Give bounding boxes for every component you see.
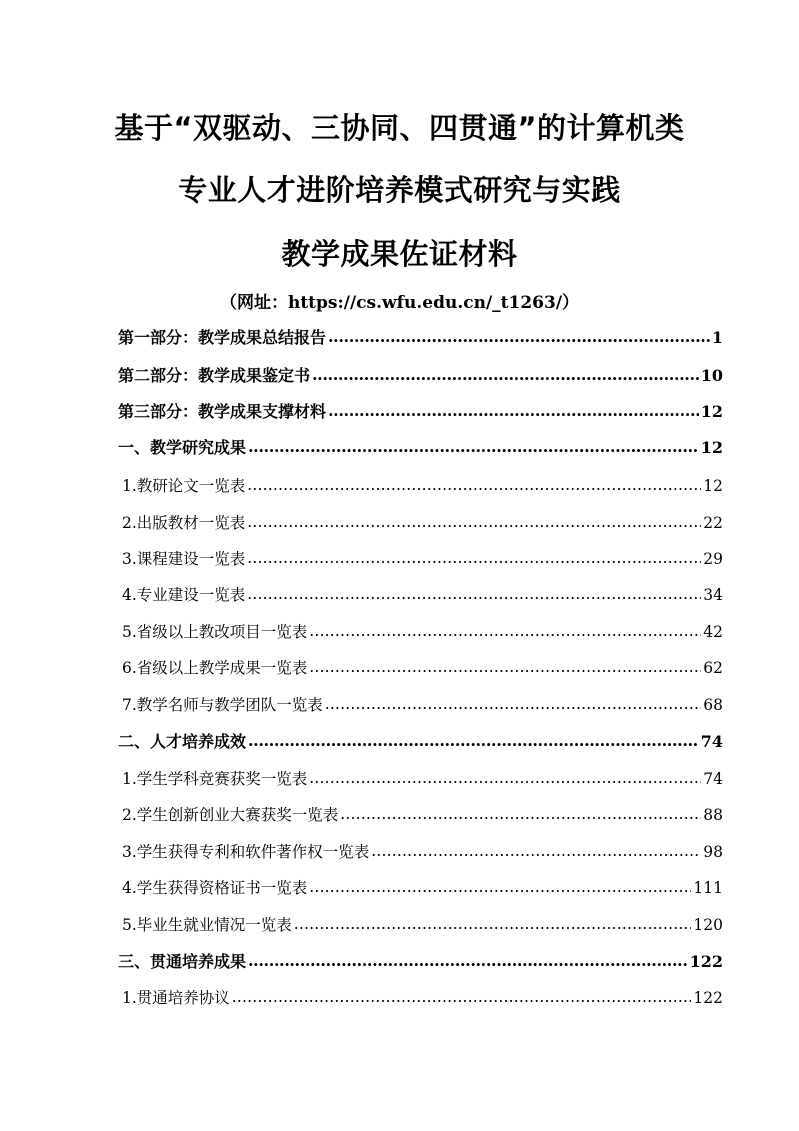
toc-leader-dots <box>247 546 701 570</box>
toc-entry-page: 12 <box>700 402 723 421</box>
toc-leader-dots <box>312 363 699 387</box>
toc-leader-dots <box>328 399 699 423</box>
toc-entry-label: 1.教研论文一览表 <box>122 477 246 495</box>
toc-entry-page: 98 <box>703 843 723 861</box>
toc-entry-label: 第三部分：教学成果支撑材料 <box>118 402 327 421</box>
toc-entry[interactable] <box>122 876 723 900</box>
toc-entry-label: 一、教学研究成果 <box>118 438 247 457</box>
toc-entry-label: 二、人才培养成效 <box>118 732 247 751</box>
toc-entry[interactable] <box>122 767 723 791</box>
toc-entry[interactable] <box>122 803 723 827</box>
toc-entry[interactable] <box>118 364 723 388</box>
toc-entry-page: 74 <box>703 770 723 788</box>
toc-entry-page: 122 <box>693 989 723 1007</box>
toc-entry-page: 111 <box>693 879 723 897</box>
toc-leader-dots <box>232 985 692 1009</box>
toc-entry[interactable] <box>122 620 723 644</box>
toc-entry[interactable] <box>118 730 723 754</box>
toc-entry-page: 12 <box>700 438 723 457</box>
toc-entry[interactable] <box>122 656 723 680</box>
toc-leader-dots <box>328 325 710 349</box>
toc-leader-dots <box>309 875 691 899</box>
toc-entry[interactable] <box>122 547 723 571</box>
toc-leader-dots <box>340 802 701 826</box>
toc-entry-label: 三、贯通培养成果 <box>118 952 247 971</box>
toc-entry-page: 122 <box>689 952 723 971</box>
toc-entry-page: 88 <box>703 806 723 824</box>
toc-leader-dots <box>309 619 701 643</box>
toc-entry-page: 62 <box>703 659 723 677</box>
website-note: （网址：https://cs.wfu.edu.cn/_t1263/） <box>219 293 580 313</box>
toc-entry[interactable] <box>122 693 723 717</box>
toc-entry[interactable] <box>122 511 723 535</box>
toc-leader-dots <box>248 949 688 973</box>
toc-leader-dots <box>309 766 701 790</box>
document-title-line-3: 教学成果佐证材料 <box>281 237 518 271</box>
toc-entry[interactable] <box>122 840 723 864</box>
toc-entry-label: 3.学生获得专利和软件著作权一览表 <box>122 843 370 861</box>
toc-leader-dots <box>248 729 699 753</box>
toc-entry[interactable] <box>122 913 723 937</box>
toc-entry[interactable] <box>122 986 723 1010</box>
toc-leader-dots <box>309 655 701 679</box>
toc-entry[interactable] <box>118 400 723 424</box>
toc-entry-page: 12 <box>703 477 723 495</box>
document-title-line-1: 基于“双驱动、三协同、四贯通”的计算机类 <box>114 111 685 145</box>
toc-entry-label: 7.教学名师与教学团队一览表 <box>122 696 323 714</box>
toc-leader-dots <box>247 473 701 497</box>
toc-entry-label: 第一部分：教学成果总结报告 <box>118 328 327 347</box>
toc-entry-label: 1.贯通培养协议 <box>122 989 230 1007</box>
toc-entry[interactable] <box>118 950 723 974</box>
toc-entry-page: 29 <box>703 550 723 568</box>
toc-entry-label: 4.学生获得资格证书一览表 <box>122 879 308 897</box>
toc-leader-dots <box>294 912 692 936</box>
toc-entry-page: 42 <box>703 623 723 641</box>
toc-entry-page: 74 <box>700 732 723 751</box>
toc-leader-dots <box>325 692 701 716</box>
toc-entry-label: 4.专业建设一览表 <box>122 586 246 604</box>
toc-leader-dots <box>247 582 701 606</box>
toc-entry-label: 2.出版教材一览表 <box>122 514 246 532</box>
toc-leader-dots <box>247 510 701 534</box>
toc-entry-page: 10 <box>700 366 723 385</box>
toc-entry-label: 5.毕业生就业情况一览表 <box>122 916 292 934</box>
toc-entry-label: 2.学生创新创业大赛获奖一览表 <box>122 806 339 824</box>
toc-entry-page: 1 <box>711 328 723 347</box>
toc-entry[interactable] <box>122 583 723 607</box>
toc-entry-label: 5.省级以上教改项目一览表 <box>122 623 308 641</box>
toc-entry-label: 第二部分：教学成果鉴定书 <box>118 366 311 385</box>
toc-leader-dots <box>248 435 699 459</box>
toc-entry-page: 120 <box>693 916 723 934</box>
toc-entry[interactable] <box>118 436 723 460</box>
toc-leader-dots <box>371 839 701 863</box>
toc-entry-label: 3.课程建设一览表 <box>122 550 246 568</box>
toc-entry-label: 1.学生学科竞赛获奖一览表 <box>122 770 308 788</box>
toc-entry-page: 68 <box>703 696 723 714</box>
document-title-line-2: 专业人才进阶培养模式研究与实践 <box>178 173 621 207</box>
toc-entry-page: 34 <box>703 586 723 604</box>
toc-entry[interactable] <box>118 326 723 350</box>
toc-entry-page: 22 <box>703 514 723 532</box>
toc-entry[interactable] <box>122 474 723 498</box>
toc-entry-label: 6.省级以上教学成果一览表 <box>122 659 308 677</box>
